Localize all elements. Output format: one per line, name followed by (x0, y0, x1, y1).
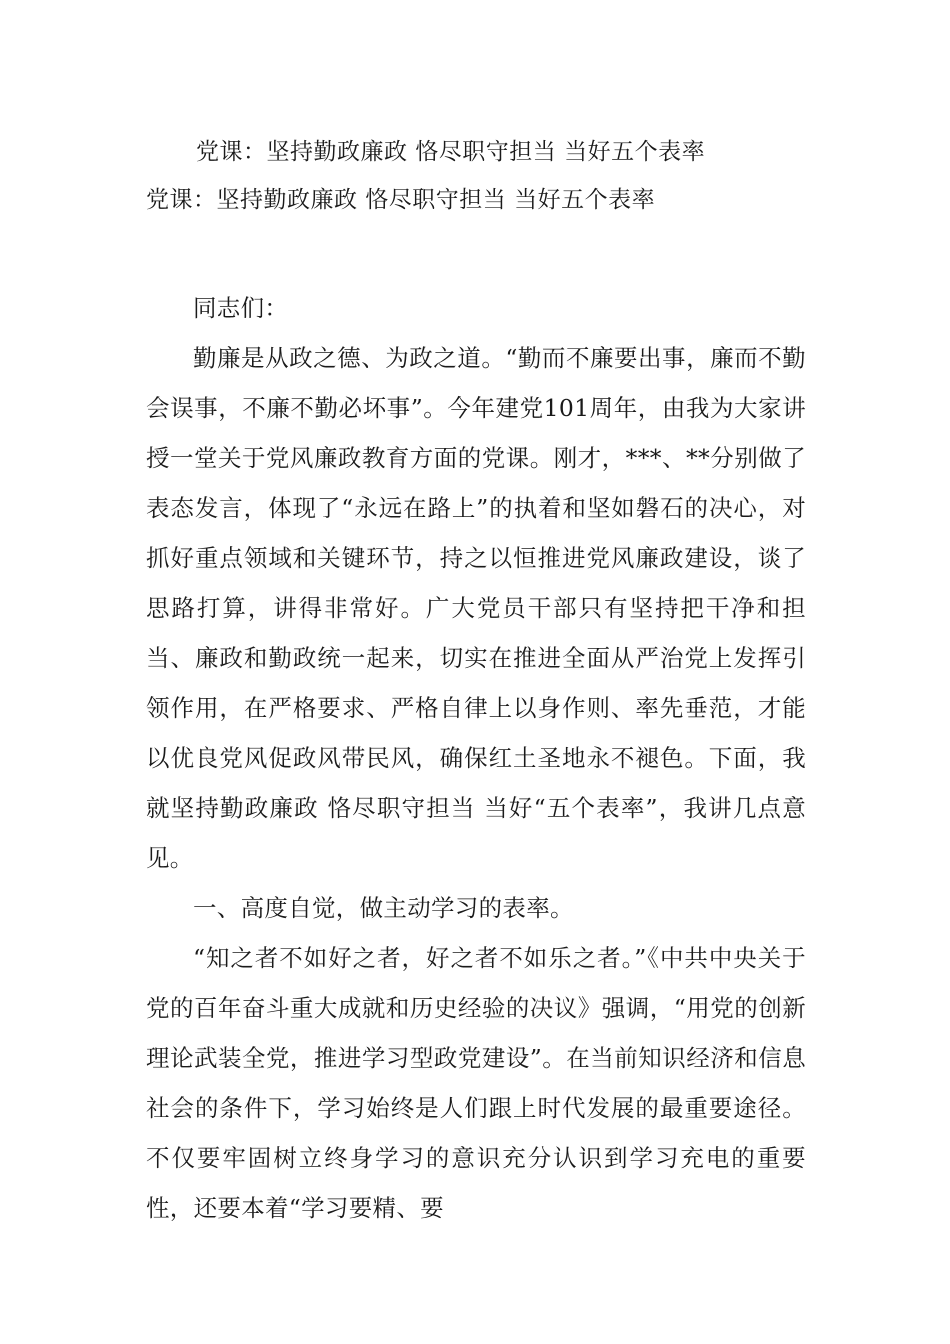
document-title: 党课：坚持勤政廉政 恪尽职守担当 当好五个表率 (196, 139, 706, 165)
document-body (146, 283, 806, 1233)
section-heading-1: 一、高度自觉，做主动学习的表率。 (193, 894, 574, 922)
intro-paragraph: 勤廉是从政之德、为政之道。“勤而不廉要出事，廉而不勤会误事，不廉不勤必坏事”。今年建党101周年，由我为大家讲授一堂关于党风廉政教育方面的党课。刚才，***、**分别做了表态发言，体现了“永远在路上”的执着和坚如磐石的决心，对抓好重点领域和关键环节，持之以恒推进党风廉政建设，谈了思路打算，讲得非常好。广大党员干部只有坚持把干净和担当、廉政和勤政统一起来，切实在推进全面从严治党上发挥引领作用，在严格要求、严格自律上以身作则、率先垂范，才能以优良党风促政风带民风，确保红土圣地永不褪色。下面，我就坚持勤政廉政 恪尽职守担当 当好“五个表率”，我讲几点意见。 (146, 344, 806, 872)
section-1-paragraph: “知之者不如好之者，好之者不如乐之者。”《中共中央关于党的百年奋斗重大成就和历史经验的决议》强调，“用党的创新理论武装全党，推进学习型政党建设”。在当前知识经济和信息社会的条件下，学习始终是人们跟上时代发展的最重要途径。不仅要牢固树立终身学习的意识充分认识到学习充电的重要性，还要本着“学习要精、要 (146, 944, 806, 1222)
document-subtitle: 党课：坚持勤政廉政 恪尽职守担当 当好五个表率 (146, 187, 656, 213)
salutation-paragraph: 同志们： (193, 294, 289, 322)
